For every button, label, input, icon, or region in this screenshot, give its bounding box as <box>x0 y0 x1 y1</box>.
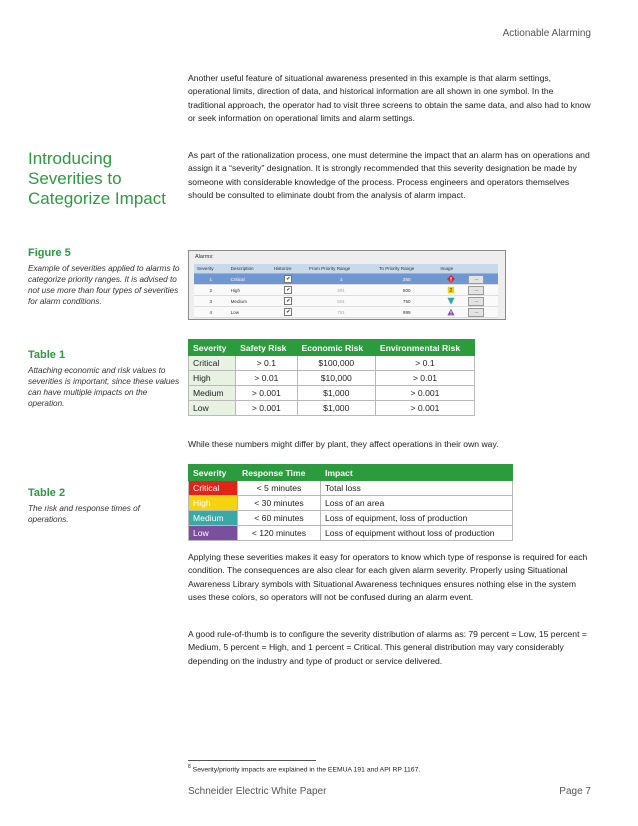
grid-cell-description: Medium <box>228 296 271 307</box>
image-browse-button[interactable]: ... <box>468 297 484 306</box>
risk-cell-environmental: > 0.01 <box>375 371 474 386</box>
low-triangle-icon <box>447 308 455 316</box>
response-cell-impact: Total loss <box>321 481 513 496</box>
table-2-label: Table 2 <box>28 487 66 499</box>
numbers-paragraph: While these numbers might differ by plant, they affect operations in their own way. <box>188 439 499 449</box>
table-row <box>189 526 513 541</box>
historize-checkbox[interactable]: ✔ <box>286 276 291 282</box>
grid-header-button <box>465 264 498 274</box>
grid-row[interactable] <box>194 307 498 318</box>
medium-triangle-icon <box>447 297 455 305</box>
grid-cell-from: 251 <box>306 285 376 296</box>
grid-cell-to: 750 <box>376 296 437 307</box>
risk-cell-economic: $10,000 <box>297 371 375 386</box>
risk-header-severity: Severity <box>189 340 236 356</box>
table-2-caption: The risk and response times of operations. <box>28 504 140 524</box>
section-heading-line-1: Introducing <box>28 149 113 168</box>
table-1-label: Table 1 <box>28 349 66 361</box>
table-row <box>189 481 513 496</box>
figure-5-caption: Example of severities applied to alarms to categorize priority ranges. It is advised to not use more than four types of severities for alarm conditions. <box>28 264 180 306</box>
response-header-impact: Impact <box>321 465 513 481</box>
grid-cell-to: 250 <box>376 274 437 285</box>
grid-header-severity: Severity <box>194 264 228 274</box>
grid-header-image: Image <box>437 264 465 274</box>
response-cell-time: < 5 minutes <box>238 481 321 496</box>
risk-cell-environmental: > 0.001 <box>375 401 474 416</box>
grid-row[interactable] <box>194 274 498 285</box>
response-cell-time: < 30 minutes <box>238 496 321 511</box>
grid-cell-description: High <box>228 285 271 296</box>
grid-header-description: Description <box>228 264 271 274</box>
footnote-text: Severity/priority impacts are explained in the EEMUA 191 and API RP 1167. <box>192 766 421 774</box>
footnote-divider <box>188 760 316 761</box>
risk-header-safety: Safety Risk <box>236 340 297 356</box>
risk-header-environmental: Environmental Risk <box>375 340 474 356</box>
grid-cell-severity: 3 <box>194 296 228 307</box>
response-header-severity: Severity <box>189 465 238 481</box>
response-cell-severity: Medium <box>189 511 238 526</box>
applying-paragraph: Applying these severities makes it easy for operators to know which type of response is required for each condition. The consequences are also clear for each given alarm severity. Properly using Situational Awareness Library symbols with Situational Awareness techniques ensures nothing else in the system uses these colors, so operators will not be confused during an alarm event. <box>188 552 588 603</box>
risk-cell-economic: $1,000 <box>297 401 375 416</box>
rule-of-thumb-paragraph: A good rule-of-thumb is to configure the severity distribution of alarms as: 79 percent = Low, 15 percent = Medium, 5 percent = High, and 1 percent = Critical. This general distribution may vary considerably depending on the industry and type of product or service delivered. <box>188 629 587 666</box>
intro-paragraph: Another useful feature of situational awareness presented in this example is that alarm settings, operational limits, direction of data, and historical information are all shown in one symbol. In the traditional approach, the operator had to visit three screens to obtain the same data, and also had to know or seek information on operational limits and alarm settings. <box>188 73 591 124</box>
risk-cell-economic: $1,000 <box>297 386 375 401</box>
grid-header-historize: Historize <box>271 264 306 274</box>
risk-cell-severity: Low <box>189 401 236 416</box>
alarms-panel-title: Alarms: <box>195 254 214 260</box>
table-row <box>189 401 475 416</box>
footer-publication: Schneider Electric White Paper <box>188 786 327 797</box>
footer-page-number: Page 7 <box>559 786 591 797</box>
historize-checkbox[interactable]: ✔ <box>286 309 291 315</box>
response-cell-severity: Low <box>189 526 238 541</box>
grid-cell-to: 500 <box>376 285 437 296</box>
table-row <box>189 386 475 401</box>
grid-cell-severity: 2 <box>194 285 228 296</box>
response-cell-impact: Loss of an area <box>321 496 513 511</box>
grid-cell-from: 501 <box>306 296 376 307</box>
grid-cell-description: Low <box>228 307 271 318</box>
risk-cell-safety: > 0.01 <box>236 371 297 386</box>
response-table <box>188 464 513 541</box>
footnote <box>188 764 420 773</box>
critical-diamond-icon <box>447 275 455 283</box>
table-row <box>189 356 475 371</box>
response-cell-severity: High <box>189 496 238 511</box>
table-1-caption: Attaching economic and risk values to severities is important, since these values can have multiple impacts on the operation. <box>28 366 180 408</box>
risk-cell-severity: Medium <box>189 386 236 401</box>
grid-cell-severity: 4 <box>194 307 228 318</box>
risk-cell-severity: Critical <box>189 356 236 371</box>
rationalization-paragraph: As part of the rationalization process, one must determine the impact that an alarm has on operations and assign it a “severity” designation. It is strongly recommended that this severity designation be made by someone with considerable knowledge of the process. Process engineers and operators themselves should be consulted to eliminate doubt from the analysis of alarm impact. <box>188 150 590 201</box>
table-row <box>189 511 513 526</box>
section-heading-line-3: Categorize Impact <box>28 189 166 208</box>
risk-cell-safety: > 0.1 <box>236 356 297 371</box>
running-header: Actionable Alarming <box>502 28 591 39</box>
grid-cell-description: Critical <box>228 274 271 285</box>
section-heading-line-2: Severities to <box>28 169 122 188</box>
grid-header-to-range: To Priority Range <box>376 264 437 274</box>
alarms-config-figure <box>188 250 506 320</box>
grid-row[interactable] <box>194 296 498 307</box>
image-browse-button[interactable]: ... <box>468 286 484 295</box>
alarms-grid <box>194 264 498 318</box>
grid-row[interactable] <box>194 285 498 296</box>
risk-header-economic: Economic Risk <box>297 340 375 356</box>
risk-cell-economic: $100,000 <box>297 356 375 371</box>
grid-cell-to: 999 <box>376 307 437 318</box>
response-header-time: Response Time <box>238 465 321 481</box>
risk-cell-safety: > 0.001 <box>236 386 297 401</box>
risk-table <box>188 339 475 416</box>
grid-cell-severity: 1 <box>194 274 228 285</box>
svg-text:2: 2 <box>449 287 453 294</box>
image-browse-button[interactable]: ... <box>468 308 484 317</box>
response-cell-time: < 60 minutes <box>238 511 321 526</box>
historize-checkbox[interactable]: ✔ <box>286 287 291 293</box>
response-cell-impact: Loss of equipment, loss of production <box>321 511 513 526</box>
grid-header-from-range: From Priority Range <box>306 264 376 274</box>
section-heading <box>28 149 188 209</box>
image-browse-button[interactable]: ... <box>468 275 484 284</box>
response-cell-severity: Critical <box>189 481 238 496</box>
response-cell-impact: Loss of equipment without loss of production <box>321 526 513 541</box>
risk-cell-severity: High <box>189 371 236 386</box>
historize-checkbox[interactable]: ✔ <box>286 298 291 304</box>
figure-5-label: Figure 5 <box>28 247 71 259</box>
table-row <box>189 371 475 386</box>
footnote-marker: 8 <box>188 764 191 770</box>
high-square-icon <box>447 286 455 294</box>
risk-cell-environmental: > 0.1 <box>375 356 474 371</box>
risk-cell-safety: > 0.001 <box>236 401 297 416</box>
grid-cell-from: 1 <box>306 274 376 285</box>
grid-cell-from: 751 <box>306 307 376 318</box>
table-row <box>189 496 513 511</box>
risk-cell-environmental: > 0.001 <box>375 386 474 401</box>
response-cell-time: < 120 minutes <box>238 526 321 541</box>
